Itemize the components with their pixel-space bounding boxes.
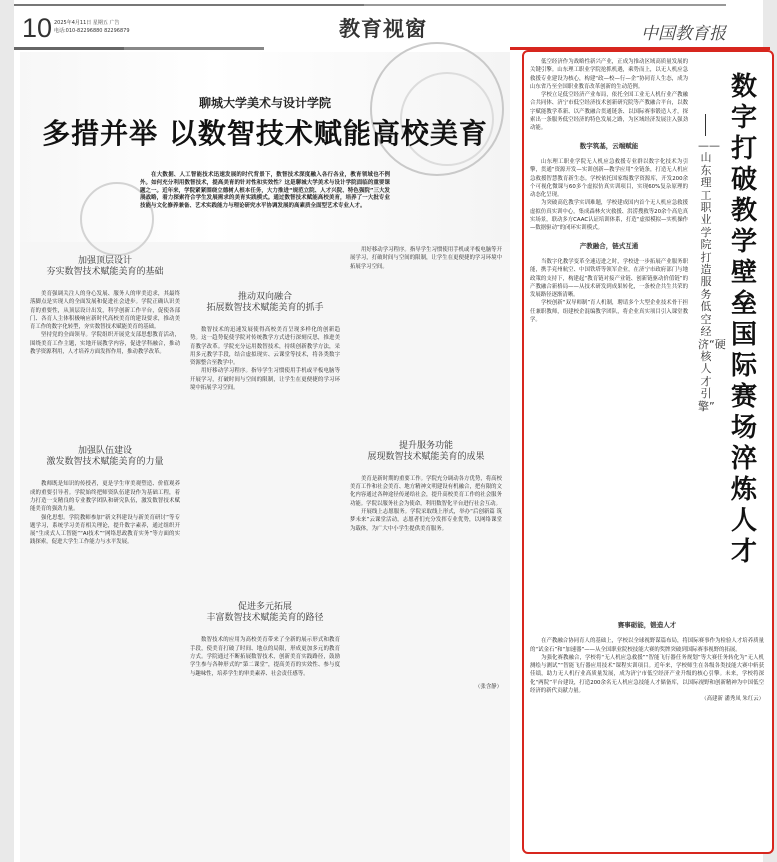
paragraph: 学校立足低空经济产业布局，依托全国工业无人机行业产教融合共同体、济宁市低空经济技术创新研究院等产教融合平台，以数字赋能教学革新、以产教融合贯通链条、以国际赛事锻造人才，探索出一条服务低空经济的特色发展之路，为区域经济发展注入强劲动能。: [530, 92, 688, 132]
section-title: 教育视窗: [339, 16, 427, 41]
article-column-3: [350, 242, 502, 691]
right-article-body: [530, 58, 688, 324]
paragraph: 学校创新“双导师制”育人机制，聘请多个大型企业技术骨干担任兼职教师，组建校企混编教学团队，将企业真实项目引入课堂教学。: [530, 300, 688, 324]
article-banner: [20, 52, 510, 242]
newspaper-logo: 中国教育报: [641, 24, 726, 44]
article-kicker: 聊城大学美术与设计学院: [198, 96, 331, 110]
left-article: [20, 52, 510, 862]
date-line: 2025年4月11日 星期五 广告: [54, 20, 120, 26]
paragraph: 数智技术的迅速发展使得高校美育呈现多样化的创新趋势。这一趋势促使学院对传统教学方式进行深刻反思，推进美育教学改革。学院充分运用数智技术，持续创新教学方法，采用多元教学手段，结合虚拟现实、云课堂等技术，将各类数字资源整合至教学中。: [190, 327, 340, 367]
paragraph: 强化思想。学院教师参加“新文科建设与新美育研讨”等专题学习，系统学习美育相关理论，提升数字素养，通过组织开展“生成式人工智能”“AI技术”“网络思政教育实务”等方面的实践探索，促进大学生工作能力与水平发展。: [30, 514, 180, 546]
paragraph: 为强化赛教融合，学校将“无人机应急救援”“智能飞行器任务规划”等大赛任务转化为“无人机测绘与测试”“智能飞行器应用技术”课程实训项目。近年来，学校师生在各级各类技能大赛中斩获佳绩，助力无人机行业高质量发展，成为济宁市低空经济产业升级的核心引擎。未来，学校将深化“两院”平台建设，打造200余名无人机应急技能人才储备库，以国际视野和创新精神为中国低空经济的新代贡献力量。: [530, 654, 764, 695]
section-heading: 产教融合，链式互通: [579, 241, 639, 250]
article-column-2: [190, 242, 340, 678]
section-heading: 赛事砺能，锻造人才: [617, 621, 677, 629]
article-intro: 在大数据、人工智能技术迅速发展的时代背景下，数智技术深度融入各行各业，教育领域也不例外。如何充分利用数智技术，提高美育的针对性和实效性？这是聊城大学美术与设计学院面临的重要课题之一。近年来，学院紧紧围绕立德树人根本任务，大力推进“规范立院、人才兴院、特色强院”三大发展战略，着力探索符合学生发展需求的美育实践模式。通过数智技术赋能高校美育，培养了一大批专业技能与文化修养兼备、艺术实践能力与理论研究水平协调发展的高素质全面型艺术专业人才。: [140, 172, 390, 210]
top-rule-right: [364, 4, 726, 6]
contact-line: 电话:010-82296880 82296879: [54, 28, 130, 34]
vertical-subheadline: ——山东理工职业学院打造服务低空经济“硬核人才引擎”: [698, 139, 726, 413]
paragraph: 低空经济作为战略性新兴产业，正成为推动区域高质量发展的关键引擎。山东理工职业学院抢抓机遇，乘势而上，以无人机应急救援专业建设为核心，构建“政—校—行—企”协同育人生态，成为山东省乃至全国职业教育改革创新的生动范例。: [530, 59, 688, 90]
section-heading: 数字筑基，云端赋能: [579, 141, 639, 150]
paragraph: 坚持党的全面领导。学院组织开展党支部思想教育活动，围绕美育工作主题，实地开展教学内容，促进学科融合，推动教学资源利用，人才培养方面发挥作用，推动教学改革。: [30, 332, 180, 356]
paragraph: 教师既是知识的传授者，更是学生审美观塑造、价值观养成的重要引导者。学院始终把师资队伍建设作为基础工程，着力打造一支精良的专业教学团队和研究队伍，激发数智技术赋能美育的强劲力量。: [30, 481, 180, 513]
section-heading: 推动双向融合 拓展数智技术赋能美育的抓手: [206, 292, 324, 313]
paragraph: 为突破高危教学实训难题，学校建成国内首个无人机应急救援虚拟仿真实训中心，集成森林火灾救援、洪涝搜救等20余个高危真实场景，联动多方CAAC认证培训体系，打造“虚拟模拟—实机操作—数据驱动”的闭环实训模式。: [530, 200, 688, 232]
paragraph: 美育强调关注人的身心发展、服务人的审美追求，其最终落脚点是实现人的全面发展和促进社会进步。学院正确认识美育的重要性，从顶层设计出发，科学创新工作平台，促使各部门、各育人主体积极响应新时代高校美育的建设要求，推动美育工作的数字化转型，夯实数智技术赋能美育的基础。: [30, 291, 180, 331]
paragraph: 山东理工职业学院无人机应急救援专业群以数字化技术为引擎，贯通“资源开发—实训创新—教学应用”全链条，打造无人机应急救援智慧教育新生态。学校依托国家级教学资源库，开发200余个可视化微课与60多个虚拟仿真实训项目，实现60%复杂原理的动态化呈现。: [530, 158, 688, 199]
paragraph: 美育是新时期的重要工作。学院充分调动各方优势，将高校美育工作和社会美育、地方精神文明建设有机融合，把有限的文化内容通过各种途径传递给社会，提升高校美育工作的社会服务功能。学院以服务社会为使命，利用数智化平台进行社会互动。: [350, 475, 502, 507]
article-headline: 多措并举 以数智技术赋能高校美育: [42, 117, 488, 150]
paragraph: 数智技术的应用为高校美育带来了全新的展示形式和教育手段，使美育打破了时间、地点的局限，形成更加多元的教育方式。学院通过不断拓展数智技术，创新美育实践路径，鼓励学生参与各种形式的“第二课堂”，提高美育的实效性、参与度与趣味性，培养学生的审美素养、社会责任感等。: [190, 637, 340, 677]
paragraph: 开展线上志愿服务。学院采取线上形式，举办“后创新篇 筑梦未来”云课堂活动，志愿者们充分发挥专业优势，以网络课堂为载体，为广大中小学生提供美育服务。: [350, 509, 502, 532]
section-heading: 促进多元拓展 丰富数智技术赋能美育的路径: [206, 602, 324, 624]
article-column-1: [30, 242, 180, 547]
top-rule: [14, 4, 364, 6]
masthead: [14, 7, 726, 47]
section-heading: 提升服务功能 展现数智技术赋能美育的成果: [367, 440, 485, 462]
divider: [124, 47, 264, 50]
right-article-body-wide: [530, 612, 764, 704]
section-heading: 加强队伍建设 激发数智技术赋能美育的力量: [46, 446, 164, 468]
byline: （高建新 潘秀凤 朱红云）: [701, 696, 764, 703]
paragraph: 在产教融合协同育人的基础上，学校以全球视野谋篇布局，将国际赛事作为检验人才培养质量的“试金石”和“加速器”——从全国职业院校技能大赛的奖牌突破到国际赛事视野的拓展。: [530, 638, 764, 653]
paragraph: 用好移动学习程序。指导学生习惯使用手机或平板电脑等开展学习，打破时间与空间的限制，让学生在更便捷的学习环境中拓展学习空间。: [350, 247, 502, 270]
byline: （张含静）: [475, 683, 502, 690]
divider: [14, 47, 134, 50]
dash-rule: [705, 114, 706, 136]
vertical-headline: 数字打破教学壁垒 国际赛场淬炼人才: [730, 72, 757, 567]
right-article-highlighted: [522, 50, 774, 854]
section-heading: 加强顶层设计 夯实数智技术赋能美育的基础: [46, 256, 164, 277]
paragraph: 用好移动学习程序。指导学生习惯使用手机或平板电脑等开展学习，打破时间与空间的限制，让学生在更便捷的学习环境中拓展学习空间。: [190, 368, 340, 392]
masthead-meta: [54, 19, 130, 35]
page-number: 10: [22, 13, 53, 43]
paragraph: 当数字化教学变革全速迈进之时，学校进一步拓展产业服务职能，携手兖州航空、中国铁塔等领军企业，在济宁市政府部门与地政策的支持下，构建起“教育链对接产业链、创新链驱动价值链”的产教融合新格局——从技术研发到成果转化，一条校企共生共荣的发展路径逐渐清晰。: [530, 258, 688, 299]
